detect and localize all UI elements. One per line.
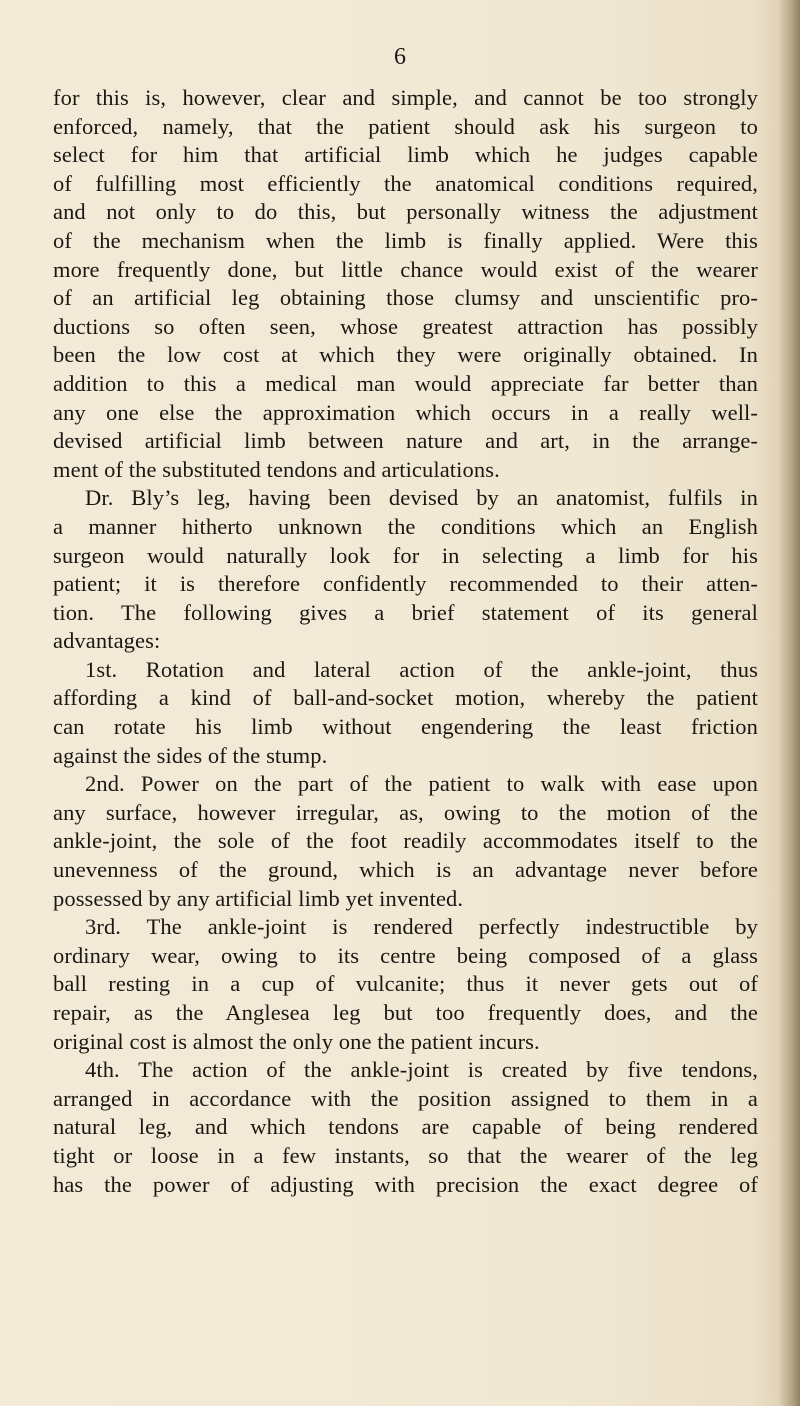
text-line: ductions so often seen, whose greatest attraction has possibly [53,313,758,339]
text-line: 4th. The action of the ankle-joint is created by five tendons, [85,1057,758,1083]
text-line: of fulfilling most efficiently the anatomical conditions required, [53,170,758,196]
text-line: for this is, however, clear and simple, and cannot be too strongly [53,85,758,110]
text-line: select for him that artificial limb which he judges capable [53,142,758,168]
text-line: arranged in accordance with the position assigned to them in a [53,1085,758,1111]
text-line: ordinary wear, owing to its centre being composed of a glass [53,942,758,968]
text-line: Dr. Bly’s leg, having been devised by an anatomist, fulfils in [85,485,758,511]
text-line: has the power of adjusting with precision the exact degree of [53,1171,758,1197]
text-line: unevenness of the ground, which is an advantage never before [53,857,758,883]
text-line: ball resting in a cup of vulcanite; thus it never gets out of [53,971,758,997]
text-line: and not only to do this, but personally witness the adjustment [53,199,758,225]
text-line: natural leg, and which tendons are capable of being rendered [53,1114,758,1140]
text-line: any one else the approximation which occurs in a really well- [53,399,758,425]
body-text [53,84,758,1199]
text-line: enforced, namely, that the patient should ask his surgeon to [53,113,758,139]
text-line: of an artificial leg obtaining those clumsy and unscientific pro- [53,285,758,311]
text-line: can rotate his limb without engendering the least friction [53,714,758,740]
text-line: 1st. Rotation and lateral action of the ankle-joint, thus [85,656,758,682]
page-edge-shadow [778,0,800,1406]
text-line: addition to this a medical man would appreciate far better than [53,370,758,396]
text-line: been the low cost at which they were originally obtained. In [53,342,758,368]
text-line: tight or loose in a few instants, so that the wearer of the leg [53,1142,758,1168]
text-line: any surface, however irregular, as, owing to the motion of the [53,799,758,825]
text-line: ment of the substituted tendons and articulations. [53,456,500,482]
text-line: more frequently done, but little chance would exist of the wearer [53,256,758,282]
text-line: repair, as the Anglesea leg but too frequently does, and the [53,1000,758,1025]
text-line: 3rd. The ankle-joint is rendered perfectly indestructible by [85,914,758,940]
text-line: devised artificial limb between nature and art, in the arrange- [53,428,758,454]
text-line: possessed by any artificial limb yet invented. [53,885,464,911]
text-line: original cost is almost the only one the patient incurs. [53,1028,540,1054]
text-line: patient; it is therefore confidently recommended to their atten- [53,571,758,597]
text-line: 2nd. Power on the part of the patient to walk with ease upon [85,771,758,797]
text-line: tion. The following gives a brief statement of its general [53,599,758,625]
page-number: 6 [394,44,406,70]
text-line: surgeon would naturally look for in selecting a limb for his [53,542,758,568]
text-line: advantages: [53,628,161,654]
text-line: a manner hitherto unknown the conditions which an English [53,513,758,539]
text-line: of the mechanism when the limb is finally applied. Were this [53,227,758,253]
text-line: against the sides of the stump. [53,742,328,768]
text-line: ankle-joint, the sole of the foot readily accommodates itself to the [53,828,758,854]
text-line: affording a kind of ball-and-socket motion, whereby the patient [53,685,758,711]
